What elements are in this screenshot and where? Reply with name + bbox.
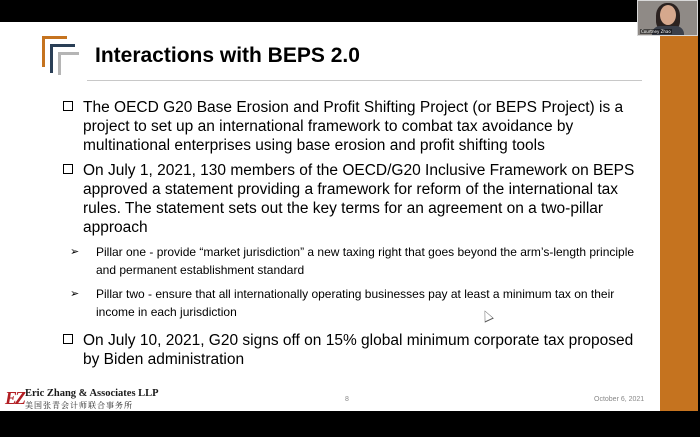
firm-name: Eric Zhang & Associates LLP xyxy=(25,388,159,399)
sub-bullet-text: Pillar two - ensure that all internationally operating businesses pay at least a minimum tax on their income in each jurisdiction xyxy=(96,287,615,319)
bullet-item xyxy=(62,161,652,237)
ez-monogram: EZ xyxy=(5,388,25,408)
slide-title: Interactions with BEPS 2.0 xyxy=(95,44,360,67)
checkbox-bullet-icon xyxy=(63,164,73,174)
firm-logo xyxy=(5,388,165,410)
participant-name: Courtney Zhao xyxy=(641,29,671,34)
slide-date: October 6, 2021 xyxy=(594,396,645,403)
bullet-text: The OECD G20 Base Erosion and Profit Shifting Project (or BEPS Project) is a project to set up an international framework to combat tax avoidance by multinational enterprises using base erosion and profit shifting tools xyxy=(83,99,624,154)
bullet-text: On July 1, 2021, 130 members of the OECD/G20 Inclusive Framework on BEPS approved a statement providing a framework for reform of the international tax rules. The statement sets out the key terms for an agreement on a two-pillar approach xyxy=(83,162,635,236)
firm-name-chinese: 美国张青会计师联合事务所 xyxy=(25,401,133,410)
sub-bullet-item xyxy=(70,243,652,279)
webcam-thumbnail[interactable] xyxy=(637,0,698,36)
arrow-bullet-icon: ➢ xyxy=(70,246,80,258)
sub-bullet-item xyxy=(70,285,652,321)
presentation-slide xyxy=(0,22,660,411)
sub-bullet-list xyxy=(70,243,652,321)
title-divider xyxy=(87,80,642,81)
bottom-bar xyxy=(0,411,700,437)
person-head xyxy=(660,5,676,25)
bullet-item xyxy=(62,98,652,155)
checkbox-bullet-icon xyxy=(63,101,73,111)
top-bar xyxy=(0,0,700,22)
arrow-bullet-icon: ➢ xyxy=(70,288,80,300)
checkbox-bullet-icon xyxy=(63,334,73,344)
bullet-list xyxy=(62,98,652,375)
page-number: 8 xyxy=(345,396,349,403)
sub-bullet-text: Pillar one - provide “market jurisdiction” a new taxing right that goes beyond the arm’s-length principle and permanent establishment standard xyxy=(96,245,635,277)
orange-side-bar xyxy=(660,22,698,411)
brackets-logo-icon xyxy=(42,36,82,76)
bullet-item xyxy=(62,331,652,369)
bullet-text: On July 10, 2021, G20 signs off on 15% global minimum corporate tax proposed by Biden administration xyxy=(83,332,634,368)
